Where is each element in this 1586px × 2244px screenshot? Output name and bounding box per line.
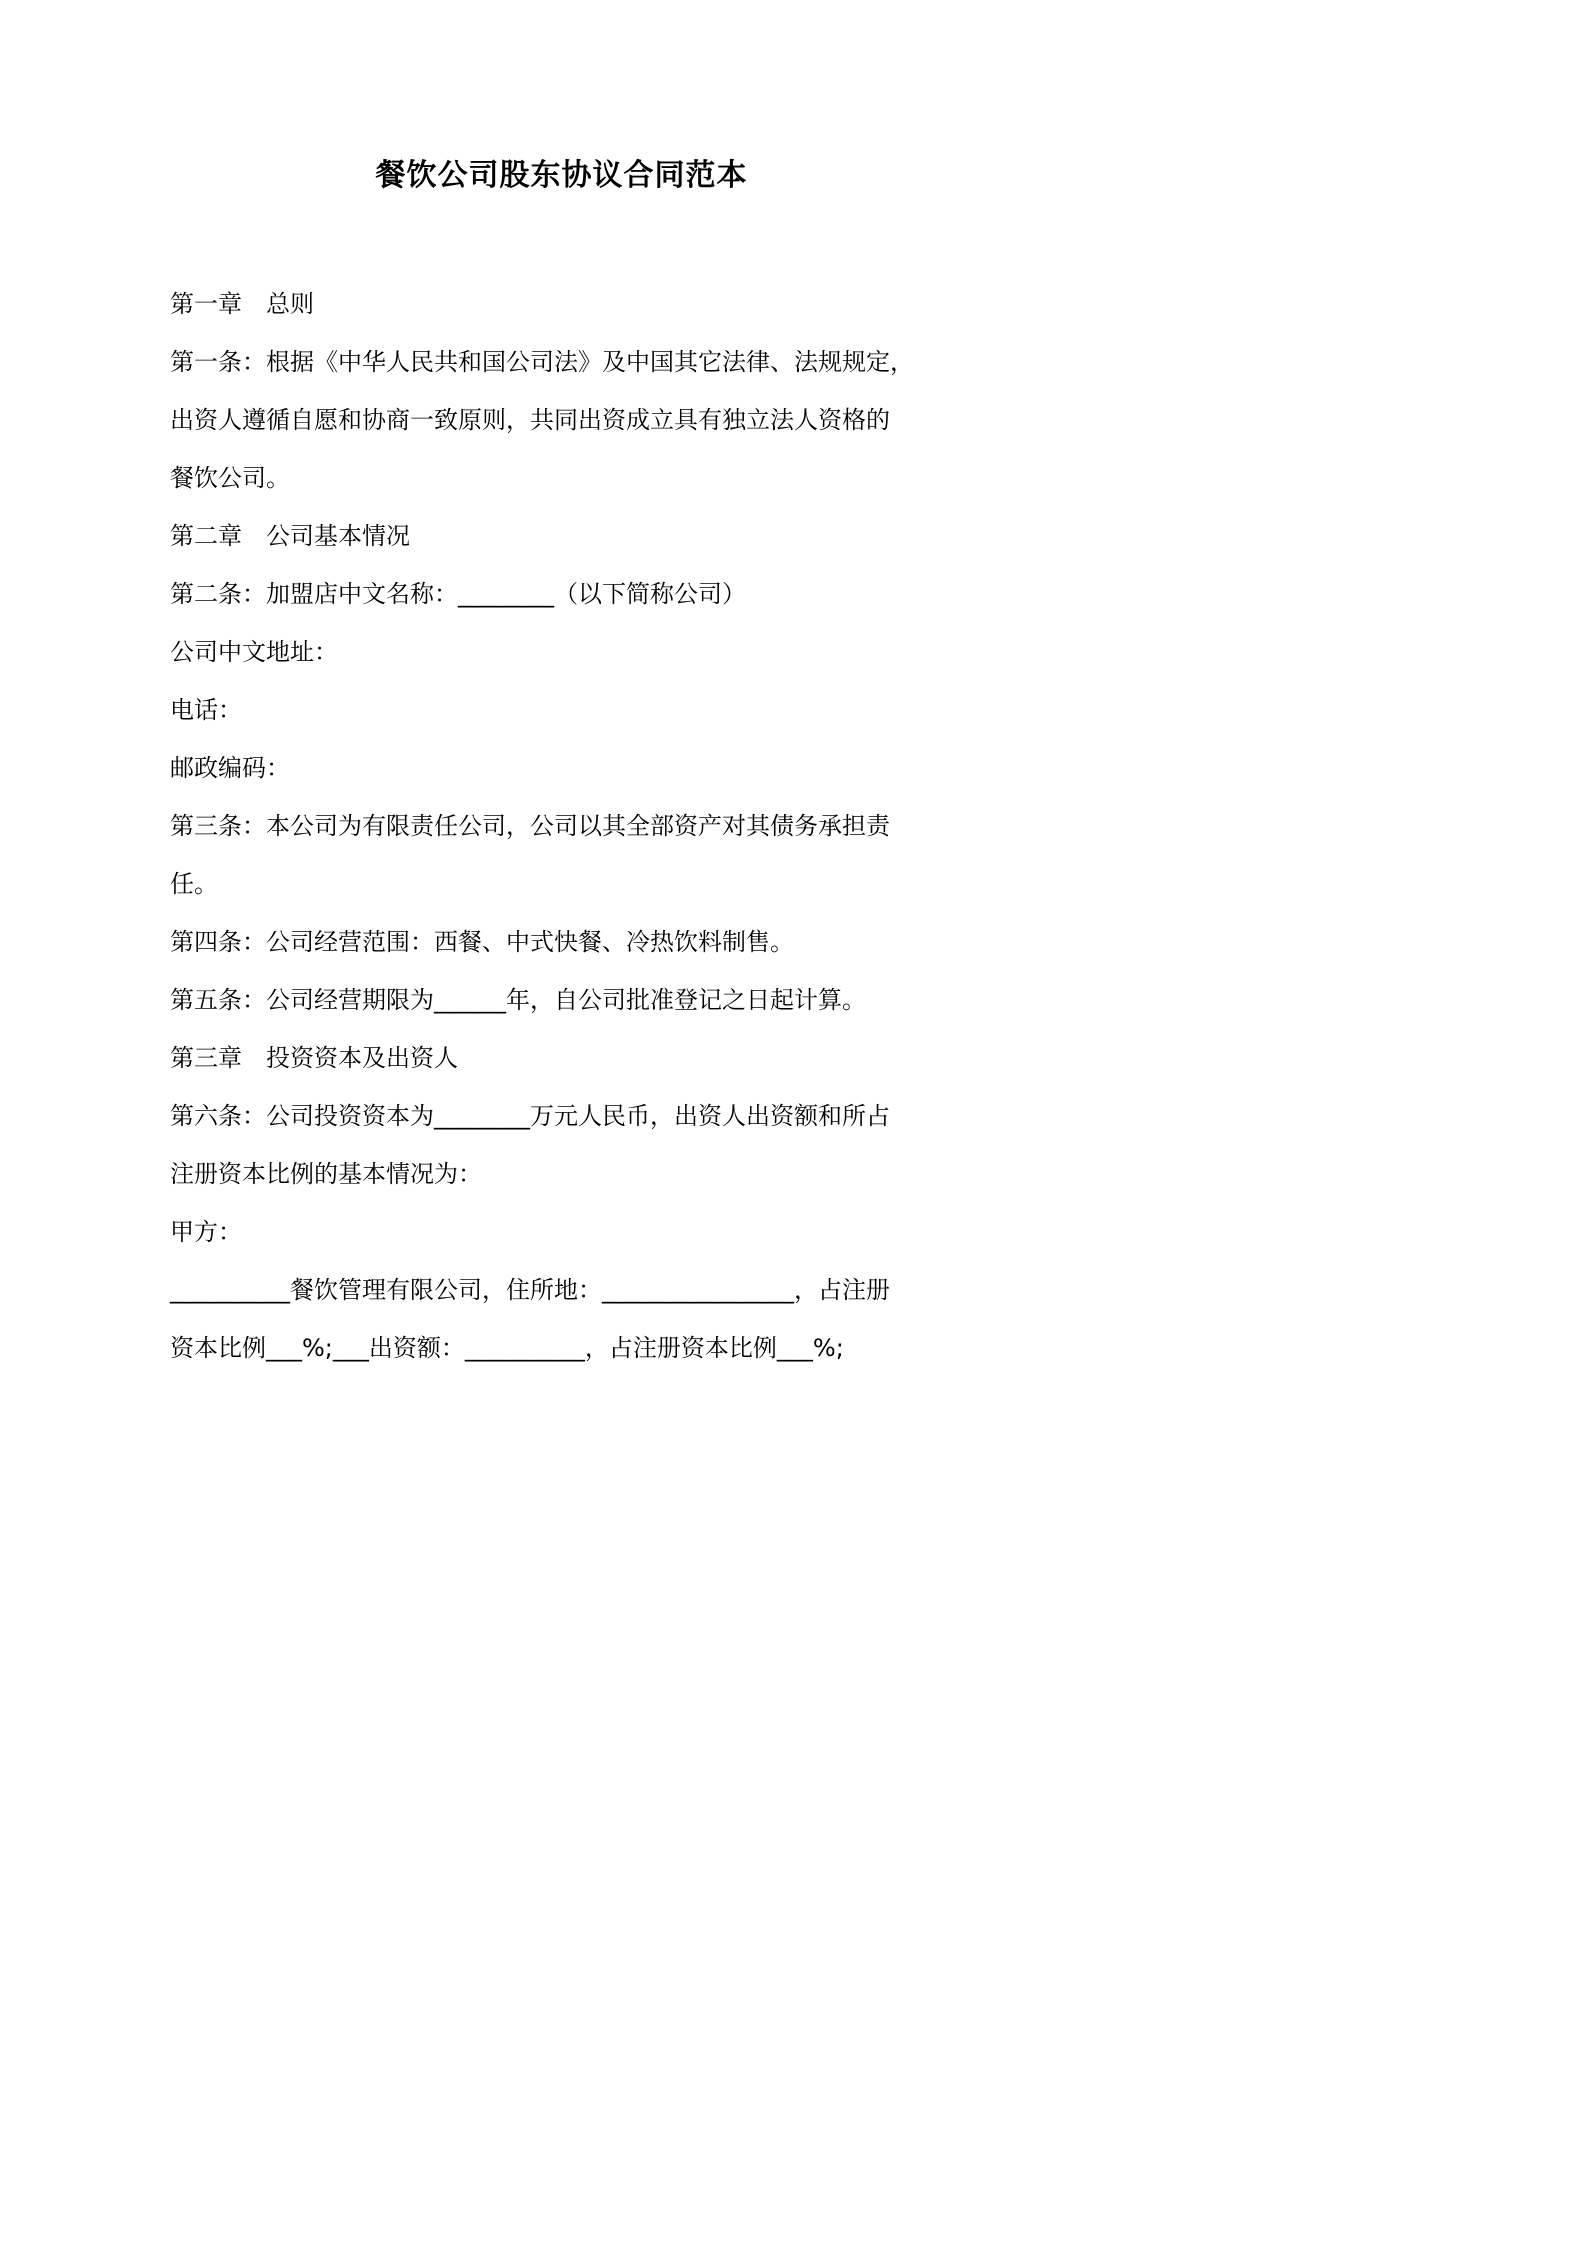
postcode-line: 邮政编码：: [170, 754, 290, 782]
article-3-line-1: 第三条：本公司为有限责任公司，公司以其全部资产对其债务承担责: [170, 812, 890, 840]
article-1-line-3: 餐饮公司。: [170, 464, 290, 492]
article-5-line: 第五条：公司经营期限为______年，自公司批准登记之日起计算。: [170, 986, 866, 1014]
party-a-label: 甲方：: [170, 1218, 242, 1246]
phone-line: 电话：: [170, 696, 242, 724]
article-1-line-1: 第一条：根据《中华人民共和国公司法》及中国其它法律、法规规定，: [170, 348, 914, 376]
article-6-line-2: 注册资本比例的基本情况为：: [170, 1160, 482, 1188]
article-2-line: 第二条：加盟店中文名称：________（以下简称公司）: [170, 580, 746, 608]
chapter-1-heading: 第一章 总则: [170, 290, 314, 318]
company-address-line: 公司中文地址：: [170, 638, 338, 666]
article-3-line-2: 任。: [170, 870, 218, 898]
article-6-line-1: 第六条：公司投资资本为________万元人民币，出资人出资额和所占: [170, 1102, 890, 1130]
chapter-2-heading: 第二章 公司基本情况: [170, 522, 410, 550]
article-4-line: 第四条：公司经营范围：西餐、中式快餐、冷热饮料制售。: [170, 928, 794, 956]
party-a-line-1: __________餐饮管理有限公司，住所地：________________，占注册: [170, 1276, 890, 1304]
party-a-line-2: 资本比例___%;___出资额：__________，占注册资本比例___%;: [170, 1334, 844, 1362]
document-title: 餐饮公司股东协议合同范本: [375, 158, 748, 193]
article-1-line-2: 出资人遵循自愿和协商一致原则，共同出资成立具有独立法人资格的: [170, 406, 890, 434]
chapter-3-heading: 第三章 投资资本及出资人: [170, 1044, 458, 1072]
